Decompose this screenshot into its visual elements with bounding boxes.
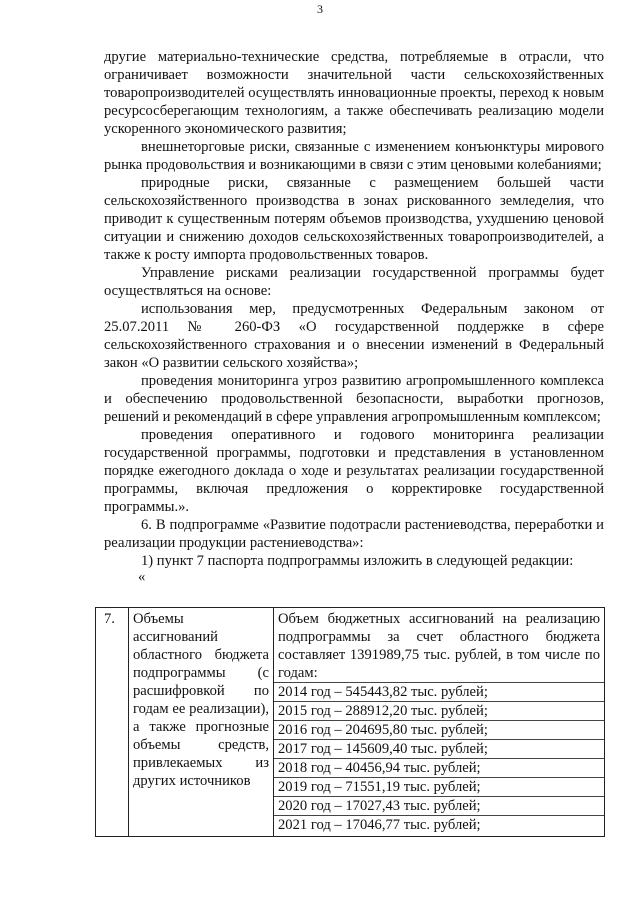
paragraph-passport-item: 1) пункт 7 паспорта подпрограммы изложить в следующей редакции: [141, 553, 574, 569]
table-row [96, 608, 605, 837]
year-line: 2016 год – 204695,80 тыс. рублей; [274, 720, 604, 739]
opening-quote: « [138, 569, 146, 585]
paragraph-materials: другие материально-технические средства, потребляемые в отрасли, что ограничивает возможности значительной части сельскохозяйственных товаропроизводителей осуществлять инновационные проекты, переход к новым ресурсосберегающим технологиям, а также обеспечивать реализацию модели ускоренного экономического развития; [104, 49, 604, 137]
paragraph-subprogram-heading: 6. В подпрограмме «Развитие подотрасли растениеводства, переработки и реализации продукции растениеводства»: [104, 517, 604, 551]
year-line: 2020 год – 17027,43 тыс. рублей; [274, 796, 604, 815]
page-number: 3 [317, 2, 323, 16]
year-line: 2021 год – 17046,77 тыс. рублей; [274, 815, 604, 834]
paragraph-trade-risks: внешнеторговые риски, связанные с изменением конъюнктуры мирового рынка продовольствия и возникающими в связи с этим ценовыми колебаниями; [104, 139, 604, 173]
body-text [104, 48, 604, 584]
passport-table [95, 607, 605, 837]
paragraph-natural-risks: природные риски, связанные с размещением большей части сельскохозяйственного производства в зонах рискованного земледелия, что приводит к существенным потерям объемов производства, ухудшению ценовой ситуации и снижению доходов сельскохозяйственных товаропроизводителей, а также к росту импорта продовольственных товаров. [104, 175, 604, 263]
year-line: 2019 год – 71551,19 тыс. рублей; [274, 777, 604, 796]
row-value-cell [274, 608, 605, 837]
paragraph-risk-management: Управление рисками реализации государственной программы будет осуществляться на основе: [104, 265, 604, 299]
row-number-cell: 7. [96, 608, 129, 837]
paragraph-federal-law: использования мер, предусмотренных Федеральным законом от 25.07.2011 № 260-ФЗ «О государственной поддержке в сфере сельскохозяйственного страхования и о внесении изменений в Федеральный закон «О развитии сельского хозяйства»; [104, 301, 604, 371]
year-line: 2018 год – 40456,94 тыс. рублей; [274, 758, 604, 777]
row-name-cell: Объемы ассигнований областного бюджета подпрограммы (с расшифровкой по годам ее реализации), а также прогнозные объемы средств, привлекаемых из других источников [129, 608, 274, 837]
paragraph-monitoring-threats: проведения мониторинга угроз развитию агропромышленного комплекса и обеспечению продовольственной безопасности, выработки прогнозов, решений и рекомендаций в сфере управления агропромышленным комплексом; [104, 373, 604, 425]
budget-intro-text: Объем бюджетных ассигнований на реализацию подпрограммы за счет областного бюджета составляет 1391989,75 тыс. рублей, в том числе по годам: [278, 611, 600, 681]
year-line: 2015 год – 288912,20 тыс. рублей; [274, 701, 604, 720]
paragraph-program-monitoring: проведения оперативного и годового мониторинга реализации государственной программы, подготовки и представления в установленном порядке ежегодного доклада о ходе и результатах реализации государственной программы, включая предложения о корректировке государственной программы.». [104, 427, 604, 515]
year-line: 2014 год – 545443,82 тыс. рублей; [274, 682, 604, 701]
year-line: 2017 год – 145609,40 тыс. рублей; [274, 739, 604, 758]
